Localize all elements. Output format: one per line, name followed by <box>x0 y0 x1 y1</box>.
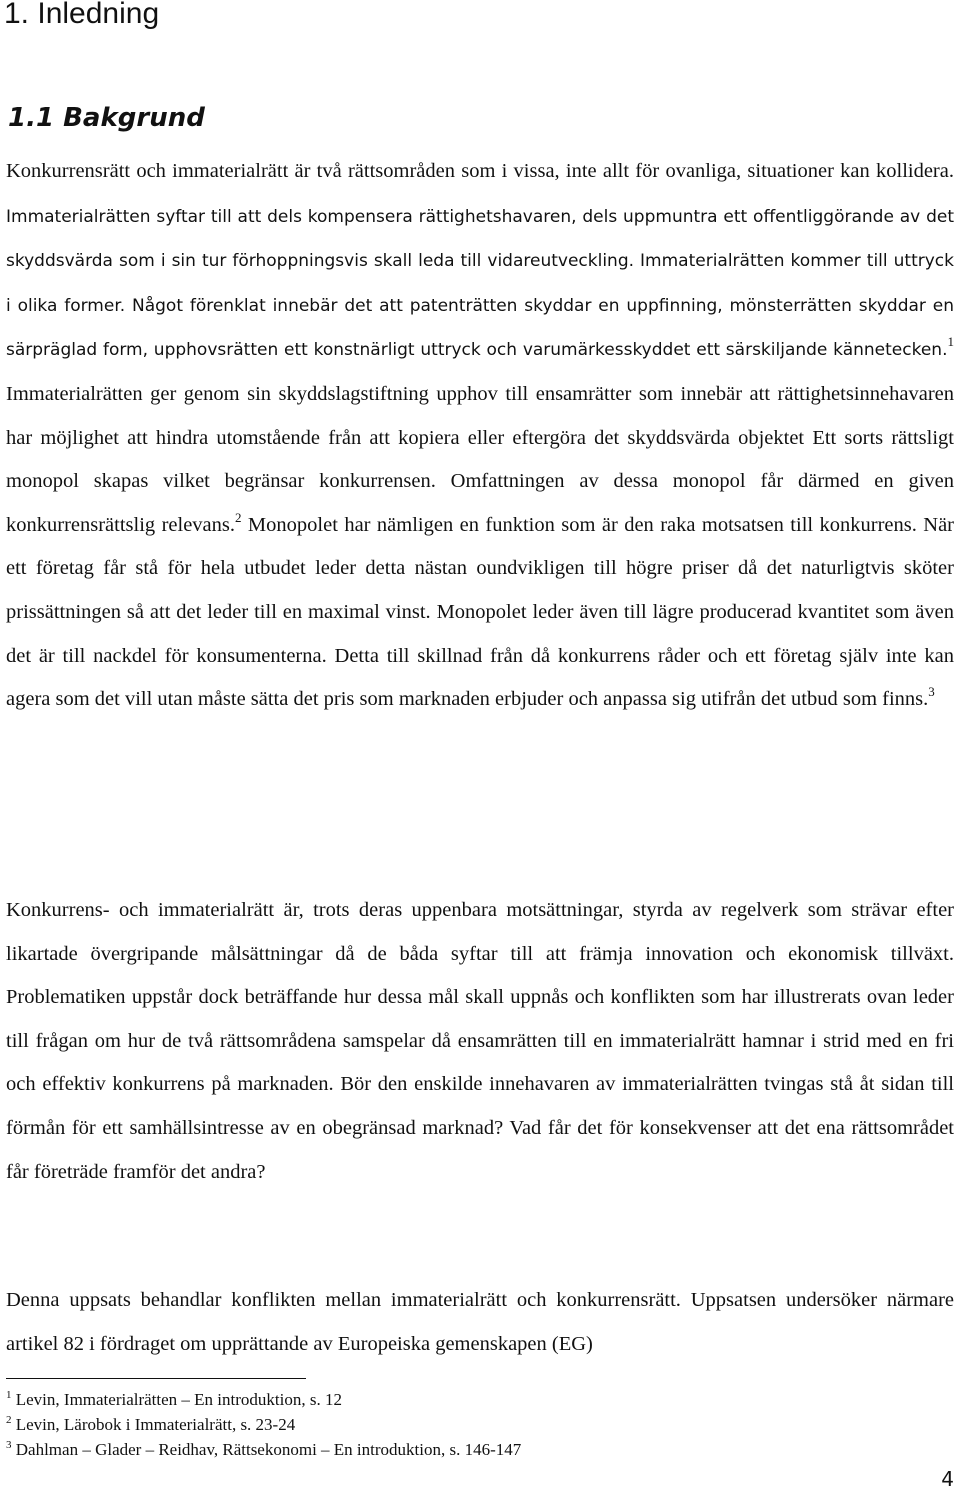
footnote-ref-2[interactable]: 2 <box>235 509 242 525</box>
footnote-3 <box>6 1437 906 1462</box>
footnote-1 <box>6 1387 906 1412</box>
section-heading: 1.1 Bakgrund <box>8 103 205 133</box>
p1-sentence-c: Immaterialrätten ger genom sin skyddslagstiftning upphov till ensamrätter som innebär att rättighetsinnehavaren har möjlighet att hindra utomstående från att kopiera eller eftergöra det skyddsvärda objektet Ett sorts rättsligt monopol skapas vilket begränsar konkurrensen. Omfattningen av dessa monopol får därmed en given konkurrensrättslig relevans. <box>6 382 954 536</box>
paragraph-conflict: Konkurrens- och immaterialrätt är, trots deras uppenbara motsättningar, styrda av regelverk som strävar efter likartade övergripande målsättningar då de båda syftar till att främja innovation och ekonomisk tillväxt. Problematiken uppstår dock beträffande hur dessa mål skall uppnås och konflikten som har illustrerats ovan leder till frågan om hur de två rättsområdena samspelar då ensamrätten till en immaterialrätt hamnar i strid med en fri och effektiv konkurrens på marknaden. Bör den enskilde innehavaren av immaterialrätten tvingas stå åt sidan till förmån för ett samhällsintresse av en obegränsad marknad? Vad får det för konsekvenser att det ena rättsområdet får företräde framför det andra? <box>6 899 954 1183</box>
paragraph-purpose: Denna uppsats behandlar konflikten mellan immaterialrätt och konkurrensrätt. Uppsatsen undersöker närmare artikel 82 i fördraget om upprättande av Europeiska gemenskapen (EG) <box>6 1289 954 1355</box>
p1-sentence-d: Monopolet har nämligen en funktion som är den raka motsatsen till konkurrens. När ett företag får stå för hela utbudet leder detta nästan oundvikligen till högre priser då det naturligtvis sköter prissättningen så att det leder till en maximal vinst. Monopolet leder även till lägre producerad kvantitet som även det är till nackdel för konsumenterna. Detta till skillnad från då konkurrens råder och ett företag själv inte kan agera som det vill utan måste sätta det pris som marknaden erbjuder och anpassa sig utifrån det utbud som finns. <box>6 513 955 711</box>
footnote-number: 2 <box>6 1414 12 1426</box>
footnote-ref-3[interactable]: 3 <box>928 684 935 700</box>
footnote-number: 3 <box>6 1439 12 1451</box>
footnote-number: 1 <box>6 1389 12 1401</box>
footnote-ref-1[interactable]: 1 <box>947 334 954 350</box>
p1-sentence-b: Immaterialrätten syftar till att dels kompensera rättighetshavaren, dels uppmuntra ett offentliggörande av det skyddsvärda som i sin tur förhoppningsvis skall leda till vidareutveckling. Immaterialrätten kommer till uttryck i olika former. Något förenklat innebär det att patenträtten skyddar en uppfinning, mönsterrätten skyddar en särpräglad form, upphovsrätten ett konstnärligt uttryck och varumärkesskyddet ett särskiljande kännetecken. <box>6 206 954 361</box>
page-number: 4 <box>941 1467 954 1491</box>
footnote-text: Levin, Lärobok i Immaterialrätt, s. 23-24 <box>11 1415 296 1434</box>
paragraph-background <box>6 150 954 722</box>
footnote-text: Levin, Immaterialrätten – En introduktion, s. 12 <box>11 1390 342 1409</box>
chapter-heading: 1. Inledning <box>4 0 160 30</box>
footnote-text: Dahlman – Glader – Reidhav, Rättsekonomi – En introduktion, s. 146-147 <box>11 1440 522 1459</box>
footnotes <box>6 1387 906 1462</box>
footnote-2 <box>6 1412 906 1437</box>
footnote-divider <box>6 1378 306 1379</box>
p1-sentence-a: Konkurrensrätt och immaterialrätt är två rättsområden som i vissa, inte allt för ovanliga, situationer kan kollidera. <box>6 160 954 182</box>
